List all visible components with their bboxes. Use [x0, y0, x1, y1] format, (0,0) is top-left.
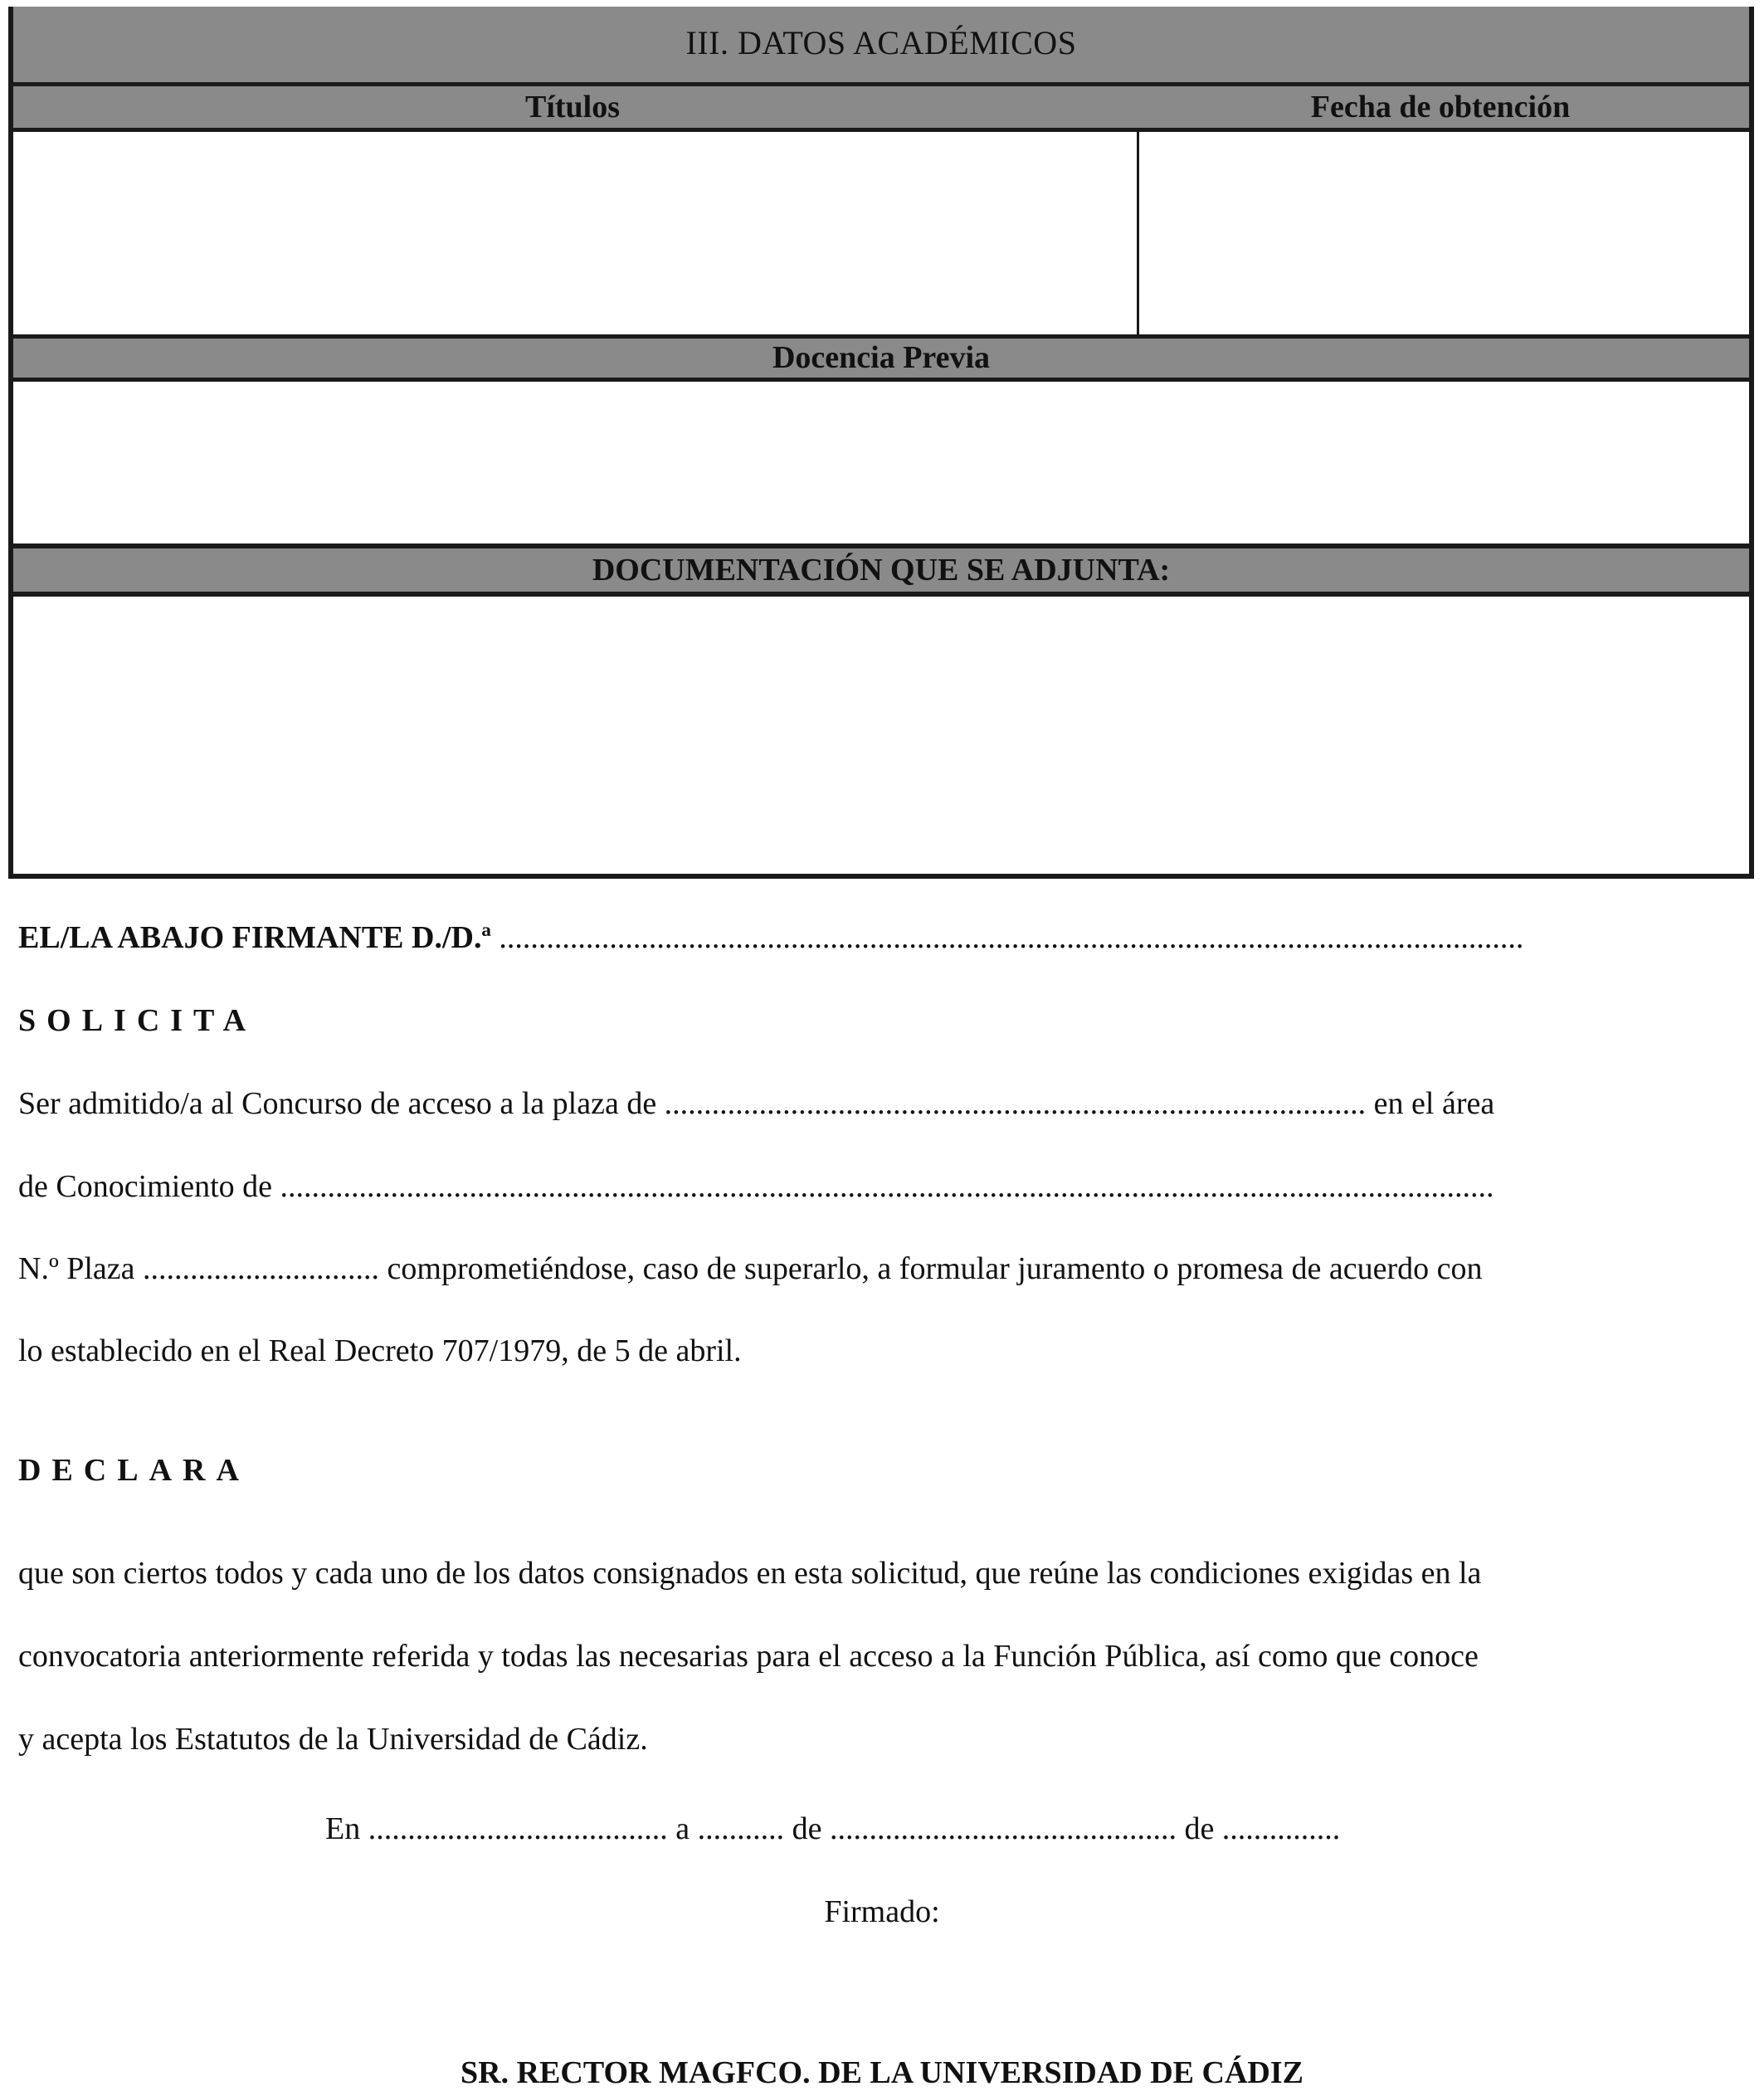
documentacion-field[interactable]: [13, 597, 1749, 874]
declara-heading: DECLARA: [18, 1453, 250, 1488]
column-divider: [1137, 128, 1139, 339]
section-title: III. DATOS ACADÉMICOS: [13, 7, 1749, 87]
declara-line-2: convocatoria anteriormente referida y todas las necesarias para el acceso a la Función Pública, así como que conoce: [18, 1639, 1479, 1674]
firmante-label: EL/LA ABAJO FIRMANTE D./D.ª: [18, 920, 491, 955]
solicita-line-2: de Conocimiento de ..........................................................................................................................................................: [18, 1169, 1494, 1204]
declara-line-1: que son ciertos todos y cada uno de los datos consignados en esta solicitud, que reúne las condiciones exigidas en la: [18, 1556, 1482, 1591]
column-header-fecha: Fecha de obtención: [1310, 90, 1571, 124]
solicita-line-1: Ser admitido/a al Concurso de acceso a la plaza de ......................................................................................... en el área: [18, 1086, 1495, 1121]
solicita-heading: SOLICITA: [18, 1003, 257, 1038]
solicita-line-3: N.º Plaza .............................. comprometiéndose, caso de superarlo, a formular juramento o promesa de acuerdo con: [18, 1251, 1483, 1286]
docencia-previa-field[interactable]: [13, 382, 1749, 543]
column-header-row: [13, 82, 1749, 132]
addressee: SR. RECTOR MAGFCO. DE LA UNIVERSIDAD DE CÁDIZ: [460, 2055, 1304, 2090]
firmante-name-field[interactable]: ..................................................................................................................................: [499, 920, 1524, 955]
column-header-titulos: Títulos: [524, 90, 621, 124]
docencia-previa-header: Docencia Previa: [13, 334, 1749, 382]
fecha-obtencion-field[interactable]: [1139, 128, 1749, 334]
place-date-line[interactable]: En ...................................... a ........... de ............................................ de ...............: [325, 1811, 1341, 1846]
declara-line-3: y acepta los Estatutos de la Universidad de Cádiz.: [18, 1722, 648, 1757]
documentacion-header: DOCUMENTACIÓN QUE SE ADJUNTA:: [13, 543, 1749, 597]
titulos-field[interactable]: [13, 128, 1137, 334]
firmado-label: Firmado:: [824, 1894, 940, 1929]
solicita-line-4: lo establecido en el Real Decreto 707/1979, de 5 de abril.: [18, 1333, 742, 1368]
firmante-line: [18, 919, 1523, 956]
academic-data-form: [8, 7, 1754, 879]
